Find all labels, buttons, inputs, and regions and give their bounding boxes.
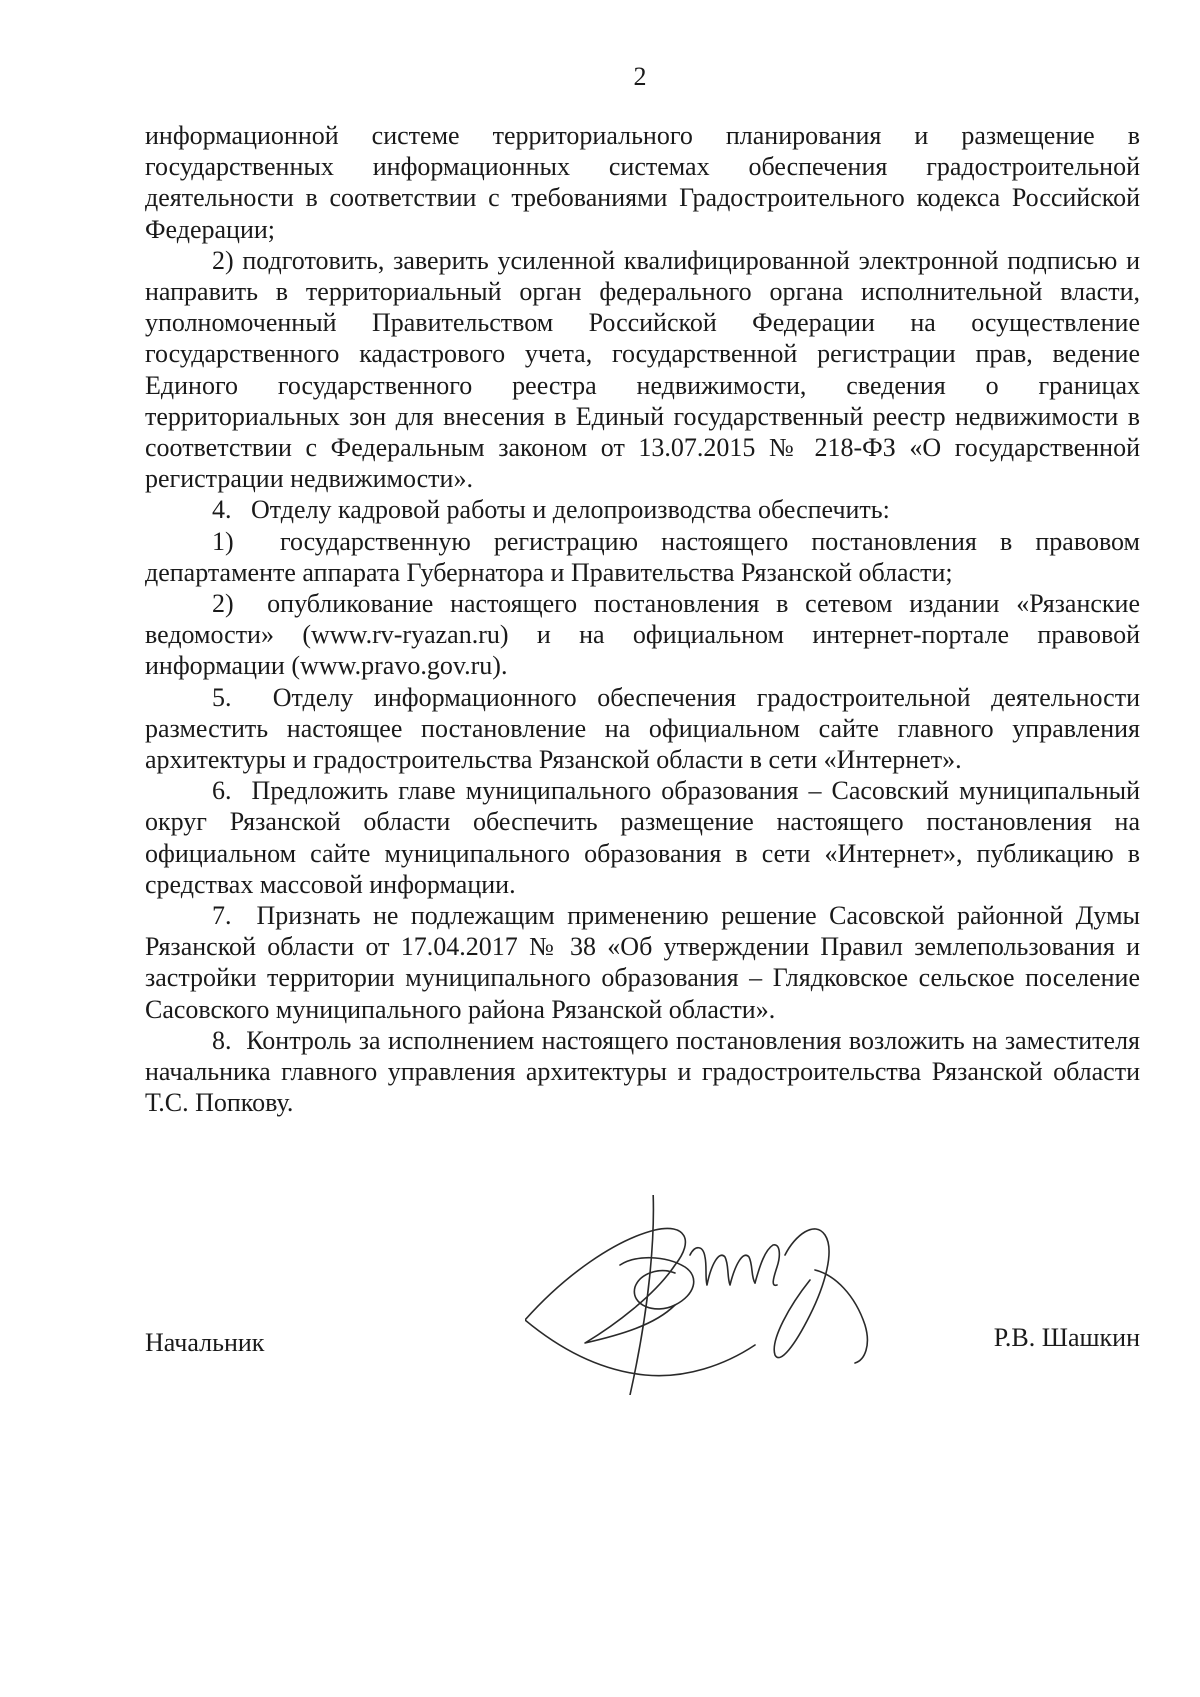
paragraph-item-8: 8. Контроль за исполнением настоящего постановления возложить на заместителя начальника главного управления архитектуры и градостроительства Рязанской области Т.С. Попкову. (145, 1025, 1140, 1118)
page-number: 2 (633, 62, 647, 91)
handwritten-signature (525, 1195, 905, 1395)
paragraph-item-5: 5. Отделу информационного обеспечения градостроительной деятельности разместить настоящее постановление на официальном сайте главного управления архитектуры и градостроительства Рязанской области в сети «Интернет». (145, 682, 1140, 775)
paragraph-item-4-1: 1) государственную регистрацию настоящего постановления в правовом департаменте аппарата Губернатора и Правительства Рязанской области; (145, 526, 1140, 587)
paragraph-item-2: 2) подготовить, заверить усиленной квалифицированной электронной подписью и направить в территориальный орган федерального органа исполнительной власти, уполномоченный Правительством Российской Федерации на осуществление государственного кадастрового учета, государственной регистрации прав, ведение Единого государственного реестра недвижимости, сведения о границах территориальных зон для внесения в Единый государственный реестр недвижимости в соответствии с Федеральным законом от 13.07.2015 № 218-ФЗ «О государственной регистрации недвижимости». (145, 245, 1140, 494)
paragraph-item-4-2: 2) опубликование настоящего постановления в сетевом издании «Рязанские ведомости» (www.rv-ryazan.ru) и на официальном интернет-портале правовой информации (www.pravo.gov.ru). (145, 589, 1140, 681)
paragraph-item-6: 6. Предложить главе муниципального образования – Сасовский муниципальный округ Рязанской области обеспечить размещение настоящего постановления на официальном сайте муниципального образования в сети «Интернет», публикацию в средствах массовой информации. (145, 776, 1140, 899)
paragraph-item-4: 4. Отделу кадровой работы и делопроизводства обеспечить: (212, 495, 890, 525)
signatory-name: Р.В. Шашкин (993, 1323, 1140, 1352)
paragraph-item-7: 7. Признать не подлежащим применению решение Сасовской районной Думы Рязанской области от 17.04.2017 № 38 «Об утверждении Правил землепользования и застройки территории муниципального образования – Глядковское сельское поселение Сасовского муниципального района Рязанской области». (145, 901, 1140, 1024)
paragraph-continuation: информационной системе территориального планирования и размещение в государственных информационных системах обеспечения градостроительной деятельности в соответствии с требованиями Градостроительного кодекса Российской Федерации; (145, 121, 1140, 244)
document-body (145, 120, 1140, 1119)
signatory-title: Начальник (145, 1328, 265, 1357)
